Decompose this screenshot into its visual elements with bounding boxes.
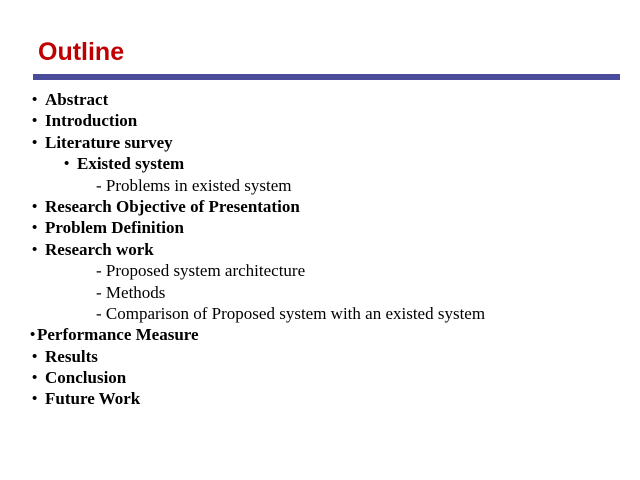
bullet-icon: • bbox=[32, 197, 38, 215]
bullet-icon: • bbox=[32, 347, 38, 365]
outline-item-text: Literature survey bbox=[45, 132, 173, 152]
outline-item-text: Research work bbox=[45, 239, 154, 259]
slide-title: Outline bbox=[38, 38, 125, 66]
outline-item-text: Abstract bbox=[45, 90, 109, 109]
outline-item-text: Existed system bbox=[77, 154, 185, 174]
outline-item-text: Future Work bbox=[45, 389, 141, 409]
outline-item-text: Performance Measure bbox=[37, 325, 199, 345]
outline-item-text: Conclusion bbox=[45, 368, 127, 388]
outline-item-text: Introduction bbox=[45, 111, 138, 131]
outline-item-text: Research Objective of Presentation bbox=[45, 196, 300, 216]
bullet-icon: • bbox=[32, 91, 38, 108]
outline-item-text: - Comparison of Proposed system with an existed system bbox=[96, 303, 486, 323]
bullet-icon: • bbox=[32, 240, 38, 258]
bullet-icon: • bbox=[32, 133, 38, 151]
bullet-icon: • bbox=[32, 112, 38, 130]
outline-item-text: Problem Definition bbox=[45, 218, 184, 238]
bullet-icon: • bbox=[32, 219, 38, 237]
bullet-icon: • bbox=[32, 390, 38, 408]
bullet-icon: • bbox=[30, 326, 36, 344]
outline-item-text: Results bbox=[45, 346, 98, 366]
outline-item-text: - Problems in existed system bbox=[96, 175, 292, 195]
outline-item-text: - Proposed system architecture bbox=[96, 261, 306, 281]
bullet-icon: • bbox=[64, 155, 70, 173]
outline-item-text: - Methods bbox=[96, 282, 166, 302]
bullet-icon: • bbox=[32, 369, 38, 387]
title-divider bbox=[33, 74, 620, 80]
